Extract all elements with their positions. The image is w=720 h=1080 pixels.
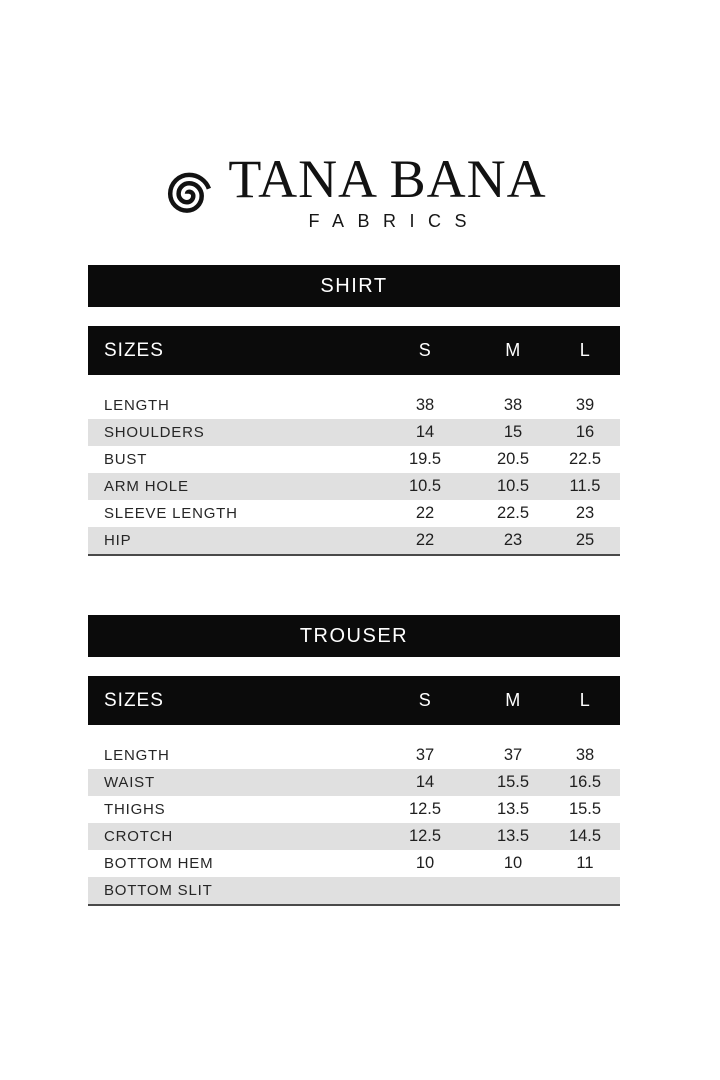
measurement-value: 11 <box>576 854 594 872</box>
brand-logo <box>0 0 720 232</box>
measurement-label: SLEEVE LENGTH <box>104 505 238 522</box>
measurement-value: 13.5 <box>496 827 530 845</box>
table-row <box>88 823 620 850</box>
measurement-value: 38 <box>415 396 435 414</box>
measurement-value: 15 <box>503 423 523 441</box>
table-row <box>88 769 620 796</box>
measurement-value: 23 <box>503 531 523 549</box>
table-row <box>88 877 620 904</box>
measurement-label: BUST <box>104 451 148 468</box>
measurement-value: 12.5 <box>408 800 442 818</box>
sizes-header-row <box>88 676 620 725</box>
measurement-value: 19.5 <box>408 450 442 468</box>
table-row <box>88 473 620 500</box>
table-title: TROUSER <box>299 624 409 647</box>
table-row <box>88 527 620 554</box>
column-header-l: L <box>579 690 591 710</box>
measurement-value: 22.5 <box>496 504 530 522</box>
measurement-label: LENGTH <box>104 397 170 414</box>
measurement-label: SHOULDERS <box>104 424 205 441</box>
measurement-value: 10.5 <box>496 477 530 495</box>
measurement-value: 13.5 <box>496 800 530 818</box>
tables-container <box>88 265 620 906</box>
measurement-value: 38 <box>575 746 595 764</box>
measurement-value: 23 <box>575 504 595 522</box>
measurement-value: 38 <box>503 396 523 414</box>
measurement-value: 15.5 <box>496 773 530 791</box>
measurement-label: CROTCH <box>104 828 173 845</box>
measurement-value: 16 <box>575 423 595 441</box>
measurement-value: 10 <box>503 854 523 872</box>
measurement-value: 14 <box>415 423 435 441</box>
sizes-header-row <box>88 326 620 375</box>
column-header-l: L <box>579 340 591 360</box>
table-row <box>88 446 620 473</box>
spiral-icon <box>157 161 217 223</box>
measurement-value: 10.5 <box>408 477 442 495</box>
sizes-label: SIZES <box>104 339 164 361</box>
table-row <box>88 742 620 769</box>
measurement-value: 14 <box>415 773 435 791</box>
measurement-value: 25 <box>575 531 595 549</box>
measurement-value: 39 <box>575 396 595 414</box>
measurement-value: 20.5 <box>496 450 530 468</box>
column-header-m: M <box>505 690 521 710</box>
measurement-rows <box>88 742 620 906</box>
brand-subtitle: FABRICS <box>308 211 481 231</box>
shirt-size-table <box>88 265 620 556</box>
measurement-label: BOTTOM SLIT <box>104 882 213 899</box>
measurement-value: 14.5 <box>568 827 602 845</box>
measurement-value: 22.5 <box>568 450 602 468</box>
sizes-label: SIZES <box>104 689 164 711</box>
column-header-s: S <box>418 690 432 710</box>
table-row <box>88 796 620 823</box>
measurement-value: 37 <box>503 746 523 764</box>
measurement-value: 15.5 <box>568 800 602 818</box>
table-row <box>88 392 620 419</box>
measurement-label: HIP <box>104 532 132 549</box>
measurement-value: 11.5 <box>569 477 601 495</box>
table-title: SHIRT <box>320 274 388 297</box>
table-title-bar <box>88 265 620 307</box>
measurement-value: 22 <box>415 531 435 549</box>
measurement-label: ARM HOLE <box>104 478 189 495</box>
measurement-label: BOTTOM HEM <box>104 855 214 872</box>
column-header-m: M <box>505 340 521 360</box>
trouser-size-table <box>88 615 620 906</box>
measurement-label: THIGHS <box>104 801 166 818</box>
table-row <box>88 850 620 877</box>
brand-name: TANA BANA <box>228 149 547 209</box>
measurement-value: 12.5 <box>408 827 442 845</box>
measurement-label: LENGTH <box>104 747 170 764</box>
measurement-value: 16.5 <box>568 773 602 791</box>
measurement-value: 10 <box>415 854 435 872</box>
measurement-label: WAIST <box>104 774 155 791</box>
column-header-s: S <box>418 340 432 360</box>
table-title-bar <box>88 615 620 657</box>
table-row <box>88 500 620 527</box>
measurement-value: 22 <box>415 504 435 522</box>
measurement-value: 37 <box>415 746 435 764</box>
measurement-rows <box>88 392 620 556</box>
table-row <box>88 419 620 446</box>
brand-text <box>228 149 547 232</box>
